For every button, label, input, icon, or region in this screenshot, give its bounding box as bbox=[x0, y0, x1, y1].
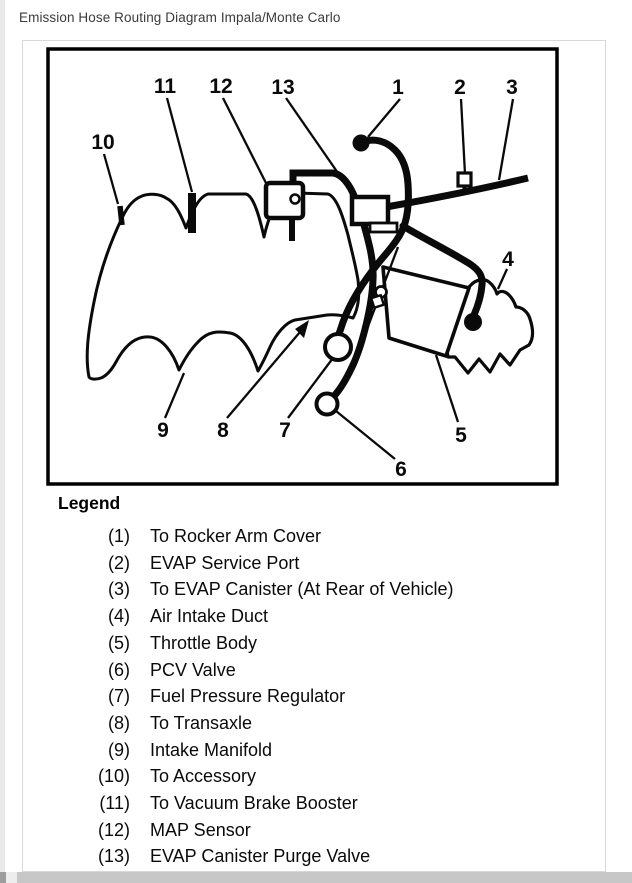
legend-item-number: (10) bbox=[97, 766, 130, 787]
legend-item bbox=[58, 817, 588, 844]
legend-item bbox=[58, 576, 588, 603]
callout-label-3: 3 bbox=[506, 76, 518, 99]
legend-list bbox=[58, 523, 588, 870]
callout-label-9: 9 bbox=[157, 419, 169, 442]
callout-label-6: 6 bbox=[395, 458, 407, 481]
legend-item-number: (8) bbox=[108, 712, 130, 733]
legend-item-number: (1) bbox=[108, 526, 130, 546]
legend-item-number: (6) bbox=[108, 659, 130, 680]
legend-item-number: (7) bbox=[108, 686, 130, 707]
legend-item-number: (11) bbox=[99, 793, 130, 814]
scrollbar-gap bbox=[6, 872, 17, 883]
legend-item-text: PCV Valve bbox=[150, 659, 236, 680]
legend-item bbox=[58, 603, 588, 630]
callout-leader-9 bbox=[165, 373, 184, 418]
legend-item-number: (5) bbox=[108, 632, 130, 653]
legend-item-text: Intake Manifold bbox=[150, 739, 273, 760]
inline-connector-square bbox=[371, 295, 384, 308]
callout-label-4: 4 bbox=[502, 248, 514, 271]
callout-label-10: 10 bbox=[91, 131, 115, 154]
legend-item-text: EVAP Canister Purge Valve bbox=[150, 846, 371, 867]
horizontal-scrollbar-track[interactable] bbox=[17, 872, 632, 883]
intake-manifold-outline bbox=[87, 193, 359, 379]
legend-item-text: To Rocker Arm Cover bbox=[150, 526, 322, 546]
page-title: Emission Hose Routing Diagram Impala/Monte Carlo bbox=[19, 10, 341, 25]
legend-item-number: (9) bbox=[108, 739, 130, 760]
legend-item bbox=[58, 710, 588, 737]
legend-item-text: To Accessory bbox=[150, 766, 257, 787]
legend-item bbox=[58, 763, 588, 790]
callout-label-7: 7 bbox=[279, 419, 291, 442]
callout-label-8: 8 bbox=[217, 419, 229, 442]
callout-leader-1 bbox=[368, 99, 400, 137]
page-left-gutter bbox=[0, 0, 5, 872]
legend-item-text: Air Intake Duct bbox=[150, 606, 269, 627]
callout-leader-3 bbox=[499, 99, 513, 180]
callout-label-12: 12 bbox=[209, 75, 233, 98]
legend-item bbox=[58, 843, 588, 870]
callout-label-5: 5 bbox=[455, 424, 467, 447]
callout-label-13: 13 bbox=[271, 76, 295, 99]
legend-item bbox=[58, 657, 588, 684]
callout-label-11: 11 bbox=[153, 75, 177, 98]
legend-item bbox=[58, 630, 588, 657]
legend-item-text: Fuel Pressure Regulator bbox=[150, 686, 346, 707]
legend-item-text: To Transaxle bbox=[150, 712, 253, 733]
callout-leader-5 bbox=[436, 355, 458, 422]
legend-item bbox=[58, 683, 588, 710]
legend-item bbox=[58, 737, 588, 764]
callout-leader-10 bbox=[104, 154, 118, 204]
callout-label-1: 1 bbox=[392, 76, 404, 99]
legend-heading: Legend bbox=[58, 493, 121, 513]
callout-leader-6 bbox=[336, 411, 395, 459]
pcv-valve-circle bbox=[317, 394, 338, 415]
callout-leader-4 bbox=[498, 269, 507, 289]
purge-valve-bracket bbox=[370, 223, 397, 232]
emission-hose-routing-diagram bbox=[46, 47, 559, 486]
legend-item bbox=[58, 790, 588, 817]
accessory-port-tick bbox=[120, 206, 122, 225]
callout-leader-2 bbox=[461, 99, 465, 174]
legend-item bbox=[58, 523, 588, 550]
callout-leader-12 bbox=[223, 98, 268, 187]
legend-item-number: (3) bbox=[108, 579, 130, 600]
legend-item-text: To Vacuum Brake Booster bbox=[150, 793, 358, 814]
legend-item-text: MAP Sensor bbox=[150, 819, 251, 840]
air-duct-hose-end-dot bbox=[464, 313, 482, 331]
legend-item bbox=[58, 550, 588, 577]
legend-item-text: To EVAP Canister (At Rear of Vehicle) bbox=[150, 579, 454, 600]
evap-service-port bbox=[458, 173, 471, 186]
legend-item-text: Throttle Body bbox=[150, 632, 258, 653]
fuel-pressure-regulator-circle bbox=[325, 334, 351, 360]
legend-item-number: (4) bbox=[108, 606, 130, 627]
legend-item-text: EVAP Service Port bbox=[150, 552, 300, 573]
callout-leader-11 bbox=[167, 98, 192, 192]
map-sensor-port-circle bbox=[291, 195, 300, 204]
legend-item-number: (12) bbox=[97, 819, 130, 840]
callout-label-2: 2 bbox=[454, 76, 466, 99]
evap-purge-valve-box bbox=[352, 197, 388, 224]
rocker-arm-hose-end-dot bbox=[353, 135, 370, 152]
legend-item-number: (2) bbox=[108, 552, 130, 573]
legend-item-number: (13) bbox=[97, 846, 130, 867]
